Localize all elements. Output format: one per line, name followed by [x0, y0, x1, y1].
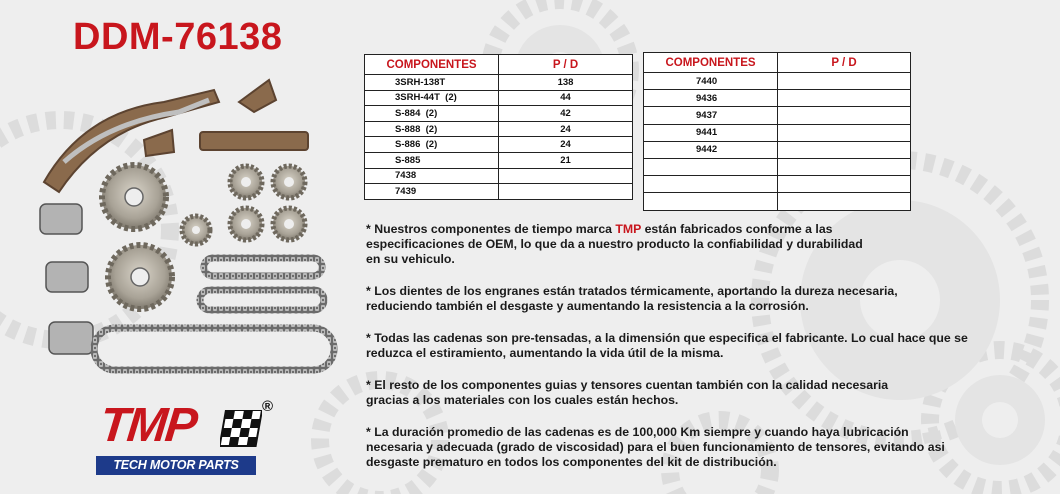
timing-kit-parts-illustration: [14, 72, 344, 390]
chain-tensioner: [40, 204, 82, 234]
table-row: [365, 137, 633, 153]
pd-value: 24: [499, 137, 633, 153]
timing-chain-long: [94, 328, 334, 370]
header-componentes: COMPONENTES: [644, 53, 778, 73]
pd-value: [778, 107, 911, 124]
timing-chain-medium: [200, 290, 324, 310]
pd-value: [778, 193, 911, 210]
tensioner-bracket: [239, 80, 276, 112]
chain-tensioner: [49, 322, 93, 354]
camshaft-sprocket-1: [102, 165, 166, 229]
pd-value: [778, 141, 911, 158]
pd-value: 24: [499, 121, 633, 137]
brand-name-inline: TMP: [615, 222, 642, 236]
pd-value: [778, 90, 911, 107]
component-code: S-888 (2): [365, 121, 499, 137]
note-pre-tensioned-chains: * Todas las cadenas son pre-tensadas, a la dimensión que especifica el fabricante. Lo cual hace que se reduzca el estiramiento, aumentando la vida útil de la misma.: [366, 331, 968, 360]
note-guides-tensioners: * El resto de los componentes guias y tensores cuentan también con la calidad necesaria gracias a los materiales con los cuales están hechos.: [366, 378, 889, 407]
table-row: [365, 184, 633, 200]
component-code: S-886 (2): [365, 137, 499, 153]
note-gear-teeth: * Los dientes de los engranes están tratados térmicamente, aportando la dureza necesaria, reduciendo también el desgaste y aumentando la resistencia a la corrosión.: [366, 284, 898, 313]
pd-value: [778, 73, 911, 90]
pd-value: 42: [499, 106, 633, 122]
pd-value: [778, 124, 911, 141]
table-row: [644, 90, 911, 107]
component-code: [644, 193, 778, 210]
pd-value: 44: [499, 90, 633, 106]
table-row: [644, 141, 911, 158]
table-row: [365, 152, 633, 168]
header-pd: P / D: [778, 53, 911, 73]
pd-value: [499, 168, 633, 184]
component-code: S-884 (2): [365, 106, 499, 122]
pd-value: [778, 176, 911, 193]
header-componentes: COMPONENTES: [365, 55, 499, 75]
component-code: 7439: [365, 184, 499, 200]
logo-tagline: TECH MOTOR PARTS: [96, 456, 256, 475]
table-row: [644, 124, 911, 141]
table-row: [365, 90, 633, 106]
component-code: [644, 158, 778, 175]
component-code: 9437: [644, 107, 778, 124]
component-code: 7438: [365, 168, 499, 184]
table-row: [365, 121, 633, 137]
components-table-left: [364, 54, 633, 200]
table-row: [644, 107, 911, 124]
logo-wordmark: TMP: [97, 399, 199, 452]
component-code: 7440: [644, 73, 778, 90]
table-row: [644, 193, 911, 210]
note-chain-lifespan: * La duración promedio de las cadenas es de 100,000 Km siempre y cuando haya lubricación necesaria y adecuada (grado de viscosidad) para el buen funcionamiento de tensores, evitando asi desgaste prematuro en todos los componentes del kit de distribución.: [366, 425, 945, 469]
component-code: S-885: [365, 152, 499, 168]
table-row: [644, 176, 911, 193]
table-row: [644, 158, 911, 175]
product-notes: [366, 222, 1056, 487]
component-code: 9441: [644, 124, 778, 141]
component-code: 9442: [644, 141, 778, 158]
timing-chain-short: [204, 258, 322, 276]
component-code: 9436: [644, 90, 778, 107]
pd-value: 138: [499, 75, 633, 91]
pd-value: [499, 184, 633, 200]
component-code: 3SRH-44T (2): [365, 90, 499, 106]
tmp-logo: [92, 400, 282, 480]
chain-tensioner: [46, 262, 88, 292]
header-pd: P / D: [499, 55, 633, 75]
pd-value: 21: [499, 152, 633, 168]
checkered-flag-icon: [220, 410, 262, 450]
table-row: [644, 73, 911, 90]
note-oem-specs: * Nuestros componentes de tiempo marca TMP están fabricados conforme a las especificaciones de OEM, lo que da a nuestro producto la confiabilidad y durabilidad en su vehiculo.: [366, 222, 863, 266]
component-code: [644, 176, 778, 193]
component-code: 3SRH-138T: [365, 75, 499, 91]
registered-mark: ®: [262, 398, 274, 415]
table-row: [365, 168, 633, 184]
table-row: [365, 106, 633, 122]
table-row: [365, 75, 633, 91]
camshaft-sprocket-2: [108, 245, 172, 309]
product-code-title: DDM-76138: [73, 16, 283, 58]
components-table-right: [643, 52, 911, 211]
pd-value: [778, 158, 911, 175]
